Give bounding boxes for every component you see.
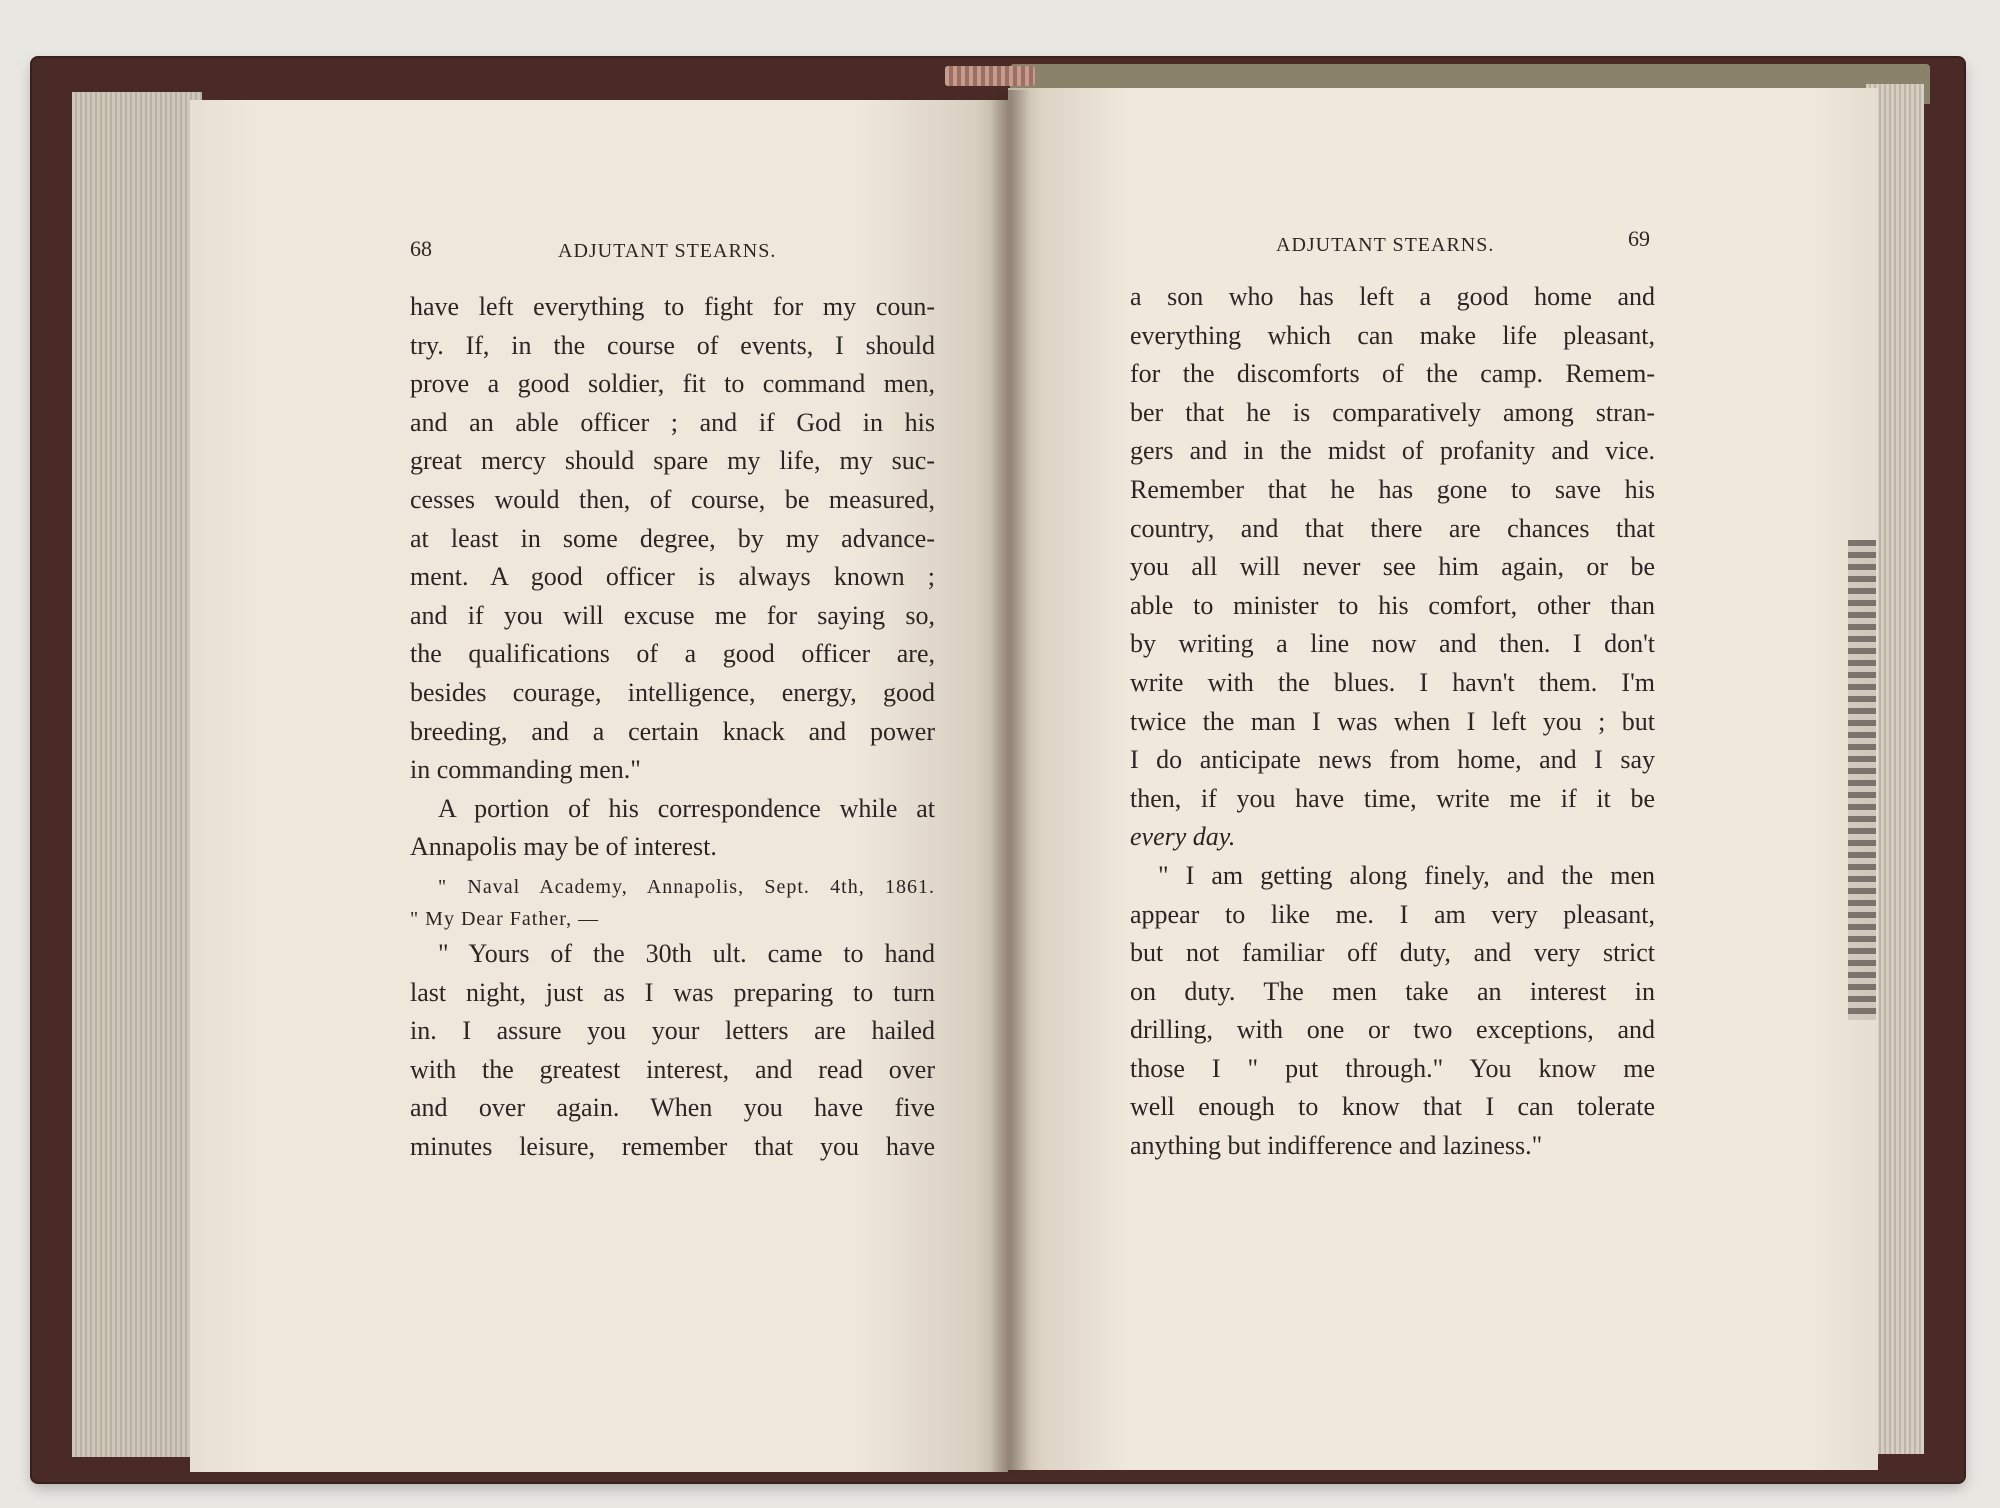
text-line: in commanding men." <box>410 755 641 785</box>
text-line: twice the man I was when I left you ; but <box>1130 706 1655 736</box>
text-line: anything but indifference and laziness." <box>1130 1131 1543 1161</box>
text-line: at least in some degree, by my advance- <box>410 523 935 553</box>
text-line: great mercy should spare my life, my suc- <box>410 446 935 476</box>
text-line: everything which can make life pleasant, <box>1130 320 1655 350</box>
text-line: Annapolis may be of interest. <box>410 832 717 862</box>
text-line: and an able officer ; and if God in his <box>410 407 935 437</box>
ink-smudge <box>1848 540 1876 1020</box>
text-line: ber that he is comparatively among stran- <box>1130 397 1655 427</box>
text-line: every day. <box>1130 822 1236 852</box>
text-line: A portion of his correspondence while at <box>438 793 935 823</box>
spine-shadow <box>990 90 1030 1475</box>
text-line: and if you will excuse me for saying so, <box>410 600 935 630</box>
running-head-left: ADJUTANT STEARNS. <box>558 240 777 262</box>
text-line: cesses would then, of course, be measured, <box>410 484 935 514</box>
text-line: drilling, with one or two exceptions, and <box>1130 1015 1655 1045</box>
text-line: for the discomforts of the camp. Remem- <box>1130 359 1655 389</box>
text-line: those I " put through." You know me <box>1130 1053 1655 1083</box>
text-line: then, if you have time, write me if it be <box>1130 783 1655 813</box>
text-line: ment. A good officer is always known ; <box>410 562 935 592</box>
left-page <box>190 100 1008 1472</box>
text-line: well enough to know that I can tolerate <box>1130 1092 1655 1122</box>
text-line: country, and that there are chances that <box>1130 513 1655 543</box>
text-line: the qualifications of a good officer are, <box>410 639 935 669</box>
text-line: besides courage, intelligence, energy, good <box>410 677 935 707</box>
text-line: Remember that he has gone to save his <box>1130 474 1655 504</box>
right-page <box>1008 88 1878 1470</box>
text-line: I do anticipate news from home, and I say <box>1130 745 1655 775</box>
letter-salutation: " My Dear Father, — <box>410 907 600 930</box>
text-line: gers and in the midst of profanity and vice. <box>1130 436 1655 466</box>
right-page-body <box>1130 278 1655 1166</box>
page-number-left: 68 <box>410 236 432 261</box>
left-page-body <box>410 288 935 1166</box>
text-line: a son who has left a good home and <box>1130 282 1655 311</box>
running-head-right: ADJUTANT STEARNS. <box>1276 234 1495 256</box>
text-line: you all will never see him again, or be <box>1130 552 1655 582</box>
text-line: prove a good soldier, fit to command men, <box>410 369 935 399</box>
page-number-right: 69 <box>1628 226 1650 251</box>
letter-dateline: " Naval Academy, Annapolis, Sept. 4th, 1861. <box>438 875 935 898</box>
text-line: appear to like me. I am very pleasant, <box>1130 899 1655 929</box>
text-line: but not familiar off duty, and very strict <box>1130 938 1655 968</box>
text-line: " I am getting along finely, and the men <box>1158 860 1655 890</box>
headband <box>945 66 1035 86</box>
text-line: minutes leisure, remember that you have <box>410 1131 935 1161</box>
page-edges-left <box>72 92 202 1457</box>
text-line: on duty. The men take an interest in <box>1130 976 1655 1006</box>
text-line: have left everything to fight for my coun- <box>410 292 935 321</box>
text-line: and over again. When you have five <box>410 1093 935 1123</box>
text-line: " Yours of the 30th ult. came to hand <box>438 938 935 968</box>
text-line: in. I assure you your letters are hailed <box>410 1016 935 1046</box>
text-line: try. If, in the course of events, I should <box>410 330 935 360</box>
text-line: by writing a line now and then. I don't <box>1130 629 1655 659</box>
text-line: write with the blues. I havn't them. I'm <box>1130 667 1655 697</box>
text-line: able to minister to his comfort, other than <box>1130 590 1655 620</box>
text-line: with the greatest interest, and read over <box>410 1054 935 1084</box>
text-line: last night, just as I was preparing to turn <box>410 977 935 1007</box>
text-line: breeding, and a certain knack and power <box>410 716 935 746</box>
